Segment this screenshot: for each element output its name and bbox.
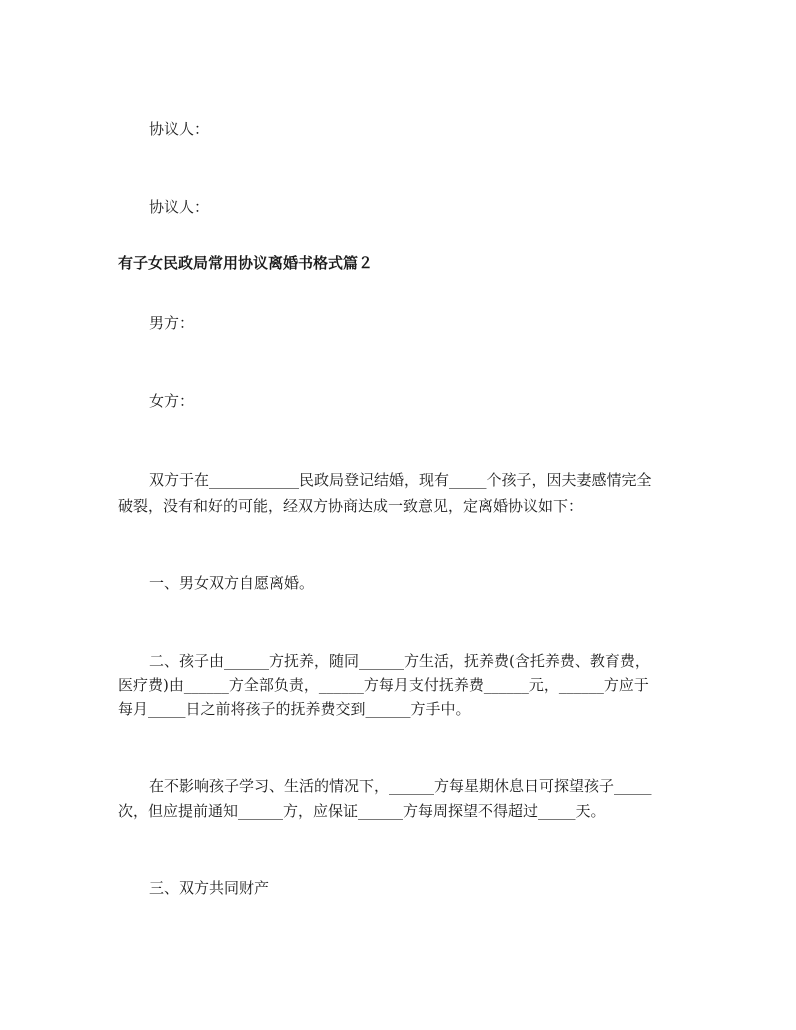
clause-3: 三、双方共同财产 [149,879,270,897]
female-party-label: 女方： [149,392,195,410]
intro-line-2: 破裂，没有和好的可能，经双方协商达成一致意见，定离婚协议如下： [118,497,584,515]
signer-line-2: 协议人： [149,198,210,216]
visit-line-2: 次，但应提前通知______方，应保证______方每周探望不得超过_____天。 [118,802,606,820]
signer-line-1: 协议人： [149,120,210,138]
clause-1: 一、男女双方自愿离婚。 [149,574,315,592]
intro-line-1: 双方于在____________民政局登记结婚，现有_____个孩子，因夫妻感情完全 [149,471,652,489]
male-party-label: 男方： [149,314,195,332]
clause-2-line-3: 每月_____日之前将孩子的抚养费交到______方手中。 [118,700,471,718]
clause-2-line-1: 二、孩子由______方抚养，随同______方生活，抚养费(含托养费、教育费， [149,652,650,670]
section-title: 有子女民政局常用协议离婚书格式篇２ [118,254,374,272]
visit-line-1: 在不影响孩子学习、生活的情况下，______方每星期休息日可探望孩子_____ [149,777,652,795]
clause-2-line-2: 医疗费)由______方全部负责，______方每月支付抚养费______元，______方应于 [118,676,649,694]
